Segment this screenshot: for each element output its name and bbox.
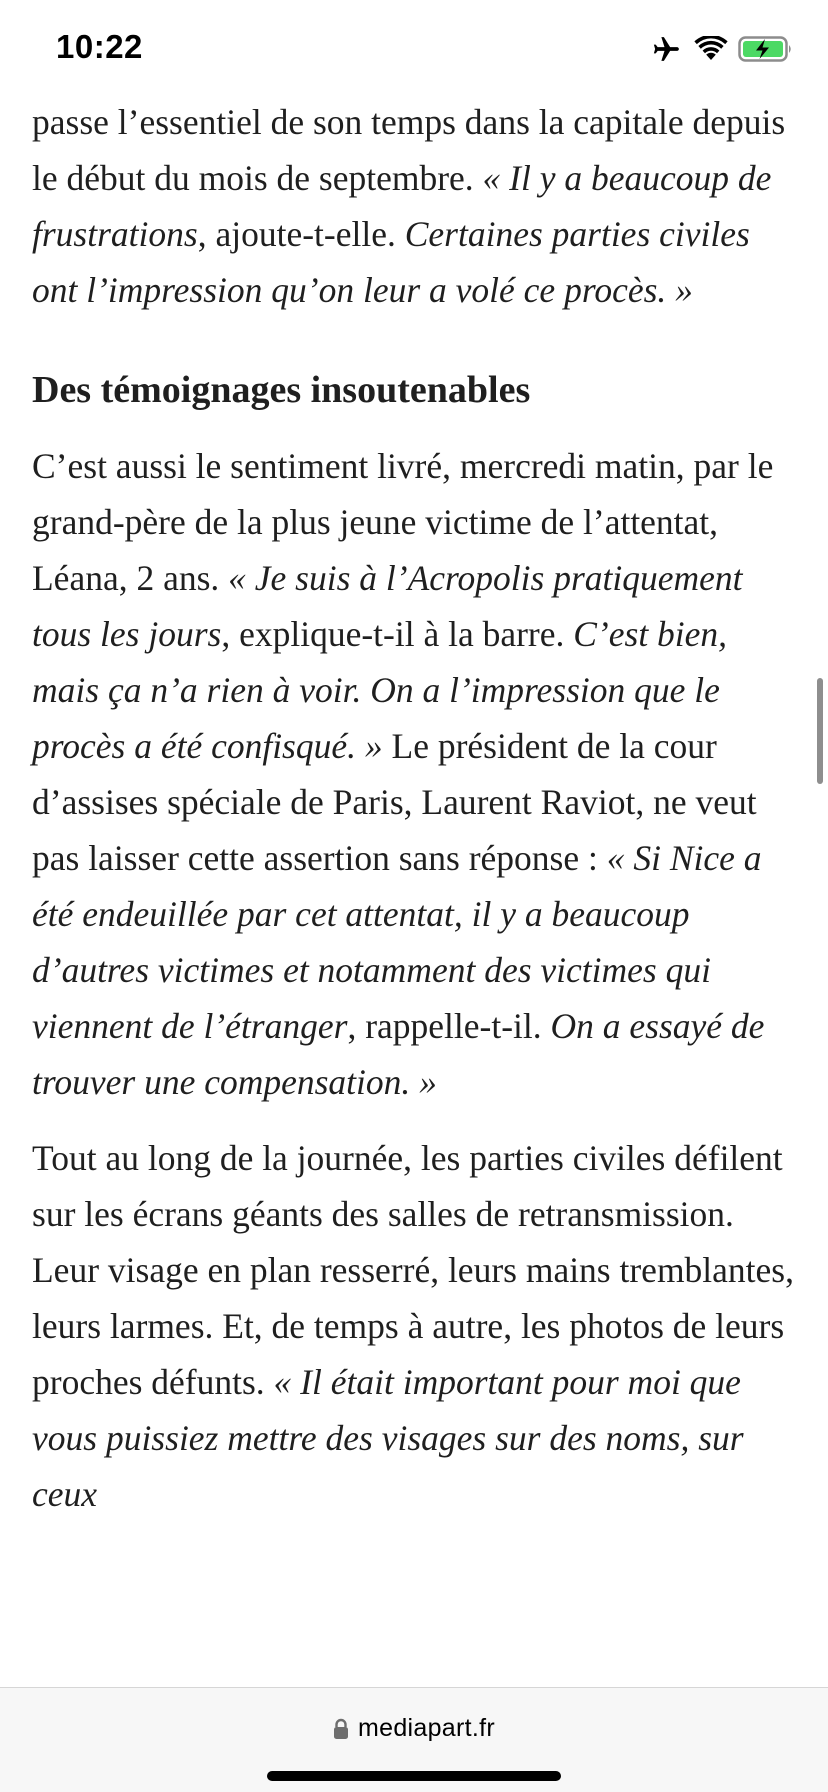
paragraph-text: , rappelle-t-il. xyxy=(347,1006,551,1046)
quote-text: On a essayé de trouver une compensation. » xyxy=(32,1006,765,1102)
paragraph-text: , explique-t-il à la barre. xyxy=(221,614,574,654)
url-text: mediapart.fr xyxy=(358,1714,495,1742)
lock-icon xyxy=(333,1718,349,1740)
home-indicator[interactable] xyxy=(267,1771,561,1781)
paragraph-text: , ajoute-t-elle. xyxy=(197,214,405,254)
scrollbar-thumb[interactable] xyxy=(817,678,823,784)
status-icons xyxy=(650,34,794,64)
article-paragraph xyxy=(32,94,802,318)
url-field[interactable] xyxy=(0,1714,828,1743)
quote-text: « Si Nice a été endeuillée par cet attentat, il y a beaucoup d’autres victimes et notamment des victimes qui viennent de l’étranger xyxy=(32,838,762,1046)
wifi-icon xyxy=(694,36,728,62)
section-heading: Des témoignages insoutenables xyxy=(32,369,531,411)
article-paragraph xyxy=(32,1130,802,1522)
quote-text: C’est bien, mais ça n’a rien à voir. On a l’impression que le procès a été confisqué. » xyxy=(32,614,728,766)
quote-text: « Il était important pour moi que vous puissiez mettre des visages sur des noms, sur ceux xyxy=(32,1362,744,1514)
quote-text: Certaines parties civiles ont l’impression qu’on leur a volé ce procès. » xyxy=(32,214,750,310)
paragraph-text: C’est aussi le sentiment livré, mercredi matin, par le grand-père de la plus jeune victime de l’attentat, Léana, 2 ans. xyxy=(32,446,774,598)
status-bar xyxy=(0,0,828,100)
paragraph-text: Le président de la cour d’assises spéciale de Paris, Laurent Raviot, ne veut pas laisser cette assertion sans réponse : xyxy=(32,726,757,878)
article-body xyxy=(32,94,802,1542)
paragraph-text: Tout au long de la journée, les parties civiles défilent sur les écrans géants des salles de retransmission. Leur visage en plan resserré, leurs mains tremblantes, leurs larmes. Et, de temps à autre, les photos de leurs proches défunts. xyxy=(32,1138,794,1402)
article-paragraph xyxy=(32,438,802,1110)
status-time: 10:22 xyxy=(56,28,143,65)
airplane-icon xyxy=(650,34,684,64)
browser-address-bar[interactable] xyxy=(0,1687,828,1792)
battery-charging-icon xyxy=(738,35,794,63)
quote-text: « Il y a beaucoup de frustrations xyxy=(32,158,772,254)
paragraph-text: passe l’essentiel de son temps dans la capitale depuis le début du mois de septembre. xyxy=(32,102,786,198)
quote-text: « Je suis à l’Acropolis pratiquement tous les jours xyxy=(32,558,743,654)
